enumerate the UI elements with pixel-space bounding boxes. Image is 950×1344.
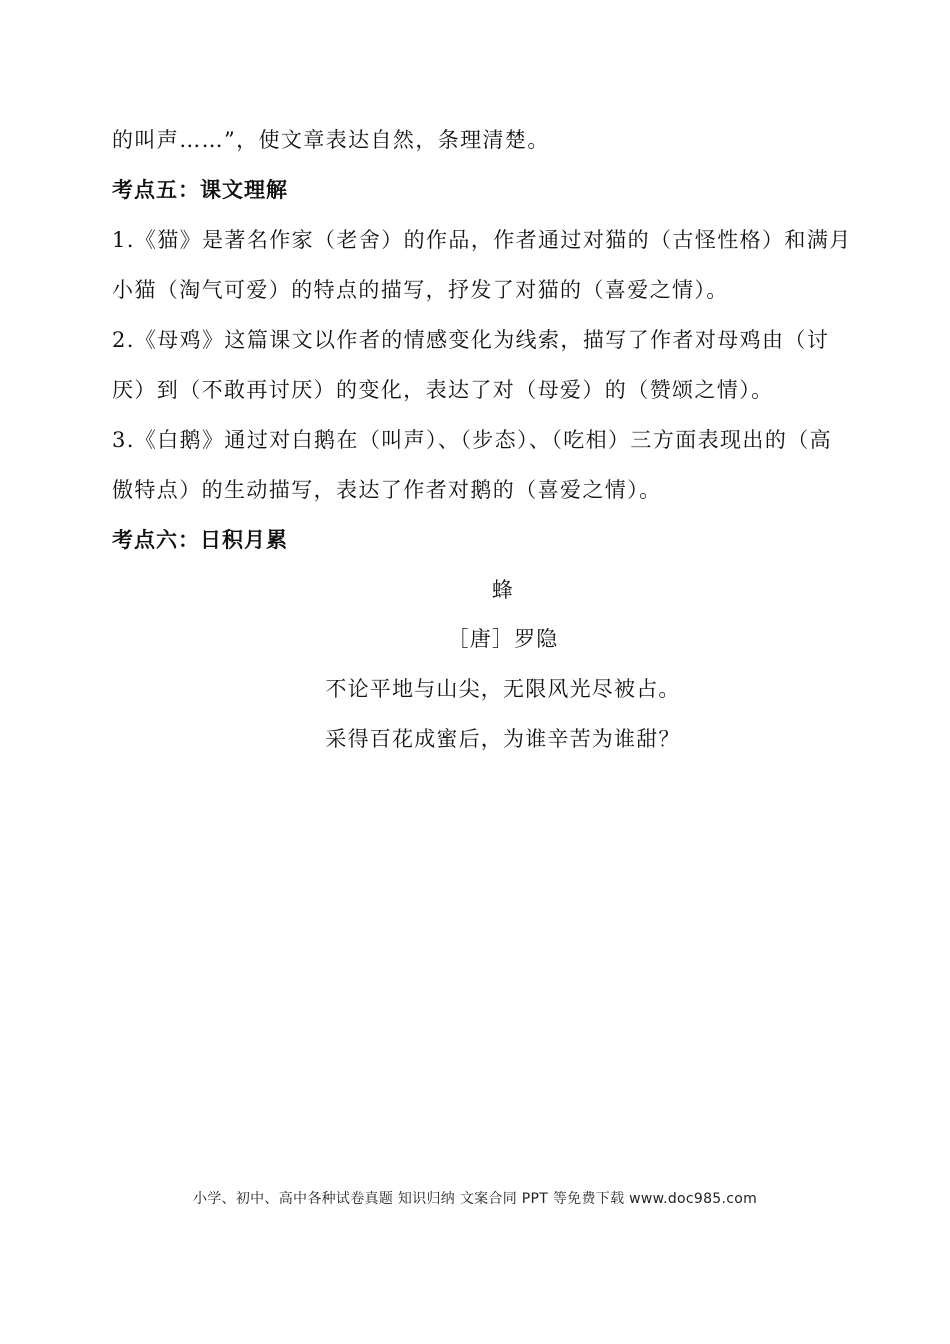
section5-item-2: 2.《母鸡》这篇课文以作者的情感变化为线索，描写了作者对母鸡由（讨厌）到（不敢再讨厌）的变化，表达了对（母爱）的（赞颂之情）。 (112, 328, 830, 402)
footer-text: 小学、初中、高中各种试卷真题 知识归纳 文案合同 PPT 等免费下载 www.doc985.com (192, 1191, 758, 1207)
poem-title: 蜂 (491, 578, 515, 602)
section6-heading: 考点六：日积月累 (112, 527, 288, 552)
section5-item-1: 1.《猫》是著名作家（老舍）的作品，作者通过对猫的（古怪性格）和满月小猫（淘气可爱）的特点的描写，抒发了对猫的（喜爱之情）。 (112, 228, 852, 302)
poem-author: ［唐］罗隐 (447, 627, 559, 651)
continuation-paragraph: 的叫声……”，使文章表达自然，条理清楚。 (112, 128, 550, 152)
section5-heading: 考点五：课文理解 (112, 177, 288, 202)
section5-item-3: 3.《白鹅》通过对白鹅在（叫声）、（步态）、（吃相）三方面表现出的（高傲特点）的生动描写，表达了作者对鹅的（喜爱之情）。 (112, 428, 833, 502)
poem-line-2: 采得百花成蜜后，为谁辛苦为谁甜？ (325, 727, 681, 751)
poem-line-1: 不论平地与山尖，无限风光尽被占。 (325, 677, 681, 701)
